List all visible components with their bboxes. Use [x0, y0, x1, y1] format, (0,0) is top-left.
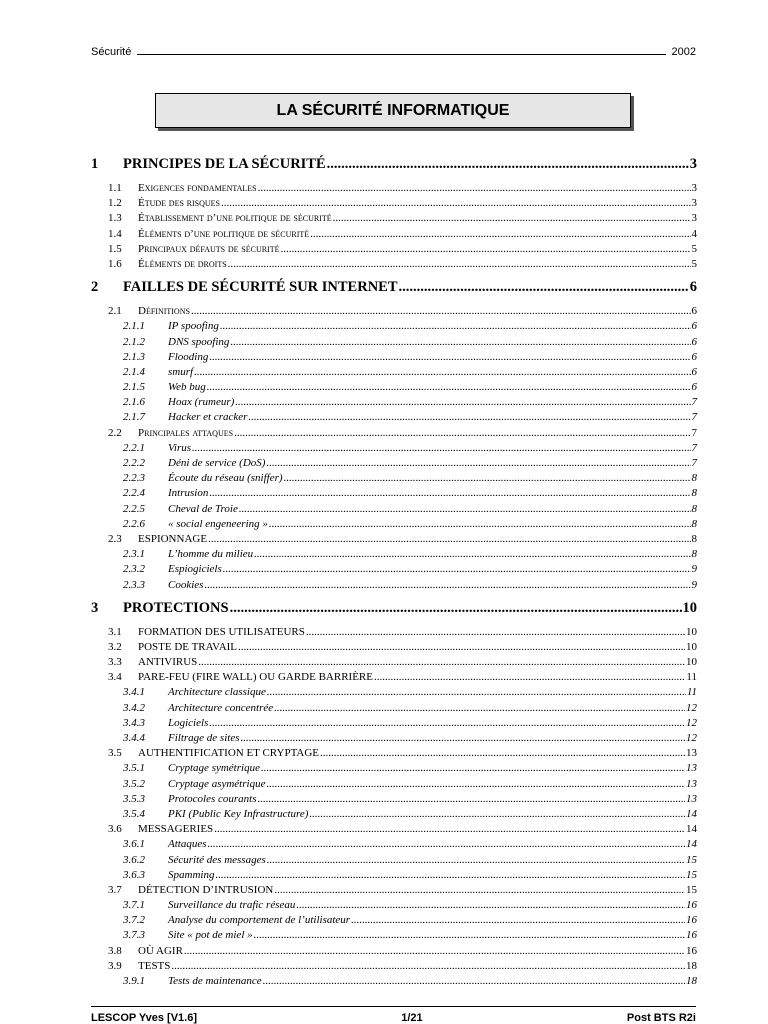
toc-entry-title: Site « pot de miel » — [168, 929, 253, 942]
toc-entry[interactable] — [91, 838, 697, 853]
toc-entry-title: Cheval de Troie — [168, 502, 238, 515]
toc-entry[interactable] — [91, 182, 697, 197]
toc-entry-number: 3.7 — [108, 883, 122, 896]
toc-entry-page: 9 — [691, 578, 697, 591]
toc-entry-number: 3.9 — [108, 959, 122, 972]
toc-entry-page: 10 — [682, 599, 697, 616]
toc-entry-page: 8 — [691, 472, 697, 485]
toc-dot-leader — [198, 656, 685, 668]
toc-dot-leader — [320, 747, 685, 759]
toc-entry[interactable] — [91, 305, 697, 320]
toc-entry-title: Éléments de droits — [138, 257, 227, 270]
toc-dot-leader — [230, 336, 690, 348]
toc-entry-page: 12 — [686, 701, 697, 714]
toc-entry[interactable] — [91, 884, 697, 899]
toc-entry[interactable] — [91, 600, 697, 622]
toc-entry-page: 8 — [691, 487, 697, 500]
toc-entry[interactable] — [91, 929, 697, 944]
header-rule — [137, 54, 665, 55]
toc-entry-number: 2.1.6 — [123, 396, 145, 409]
toc-entry-title: Architecture classique — [168, 686, 266, 699]
toc-entry-title: « social engeneering » — [168, 517, 268, 530]
toc-entry-number: 1.2 — [108, 197, 122, 210]
toc-entry-number: 2.3.2 — [123, 563, 145, 576]
toc-entry-title: Écoute du réseau (sniffer) — [168, 472, 283, 485]
toc-entry-page: 10 — [686, 625, 697, 638]
toc-entry-page: 16 — [686, 929, 697, 942]
toc-entry-page: 7 — [691, 457, 697, 469]
toc-dot-leader — [221, 197, 690, 209]
toc-entry-title: PRINCIPES DE LA SÉCURITÉ — [123, 156, 326, 172]
toc-entry-title: PKI (Public Key Infrastructure) — [168, 807, 309, 820]
toc-entry-number: 3.5.2 — [123, 777, 145, 790]
toc-entry-page: 3 — [691, 197, 697, 210]
toc-dot-leader — [208, 533, 690, 545]
toc-dot-leader — [234, 427, 690, 439]
toc-entry[interactable] — [91, 472, 697, 487]
toc-entry-page: 10 — [686, 640, 697, 653]
toc-dot-leader — [223, 563, 691, 575]
toc-entry-page: 14 — [686, 807, 697, 820]
toc-entry-page: 8 — [691, 548, 697, 561]
toc-entry-title: Principaux défauts de sécurité — [138, 242, 280, 255]
toc-entry-page: 8 — [691, 502, 697, 515]
toc-entry[interactable] — [91, 686, 697, 701]
toc-entry-number: 3.4.4 — [123, 732, 145, 744]
toc-entry-page: 16 — [686, 914, 697, 927]
toc-dot-leader — [209, 717, 685, 729]
toc-dot-leader — [214, 823, 685, 835]
toc-entry[interactable] — [91, 258, 697, 273]
toc-entry[interactable] — [91, 533, 697, 548]
toc-entry-page: 5 — [691, 257, 697, 270]
toc-dot-leader — [209, 351, 690, 363]
toc-dot-leader — [228, 258, 691, 270]
toc-entry-title: Cookies — [168, 578, 204, 591]
toc-entry-number: 2.1.2 — [123, 335, 145, 348]
toc-entry-title: PROTECTIONS — [123, 599, 229, 616]
toc-dot-leader — [258, 793, 686, 805]
toc-entry-number: 3.7.3 — [123, 929, 145, 942]
toc-entry-number: 1.6 — [108, 257, 122, 270]
toc-dot-leader — [374, 671, 685, 683]
toc-entry-number: 1.3 — [108, 212, 122, 225]
toc-entry-number: 3.6 — [108, 823, 122, 836]
toc-entry-title: Établissement d’une politique de sécurité — [138, 212, 332, 225]
toc-entry-title: Cryptage symétrique — [168, 762, 260, 775]
toc-entry-title: Principales attaques — [138, 426, 234, 439]
toc-entry-title: Analyse du comportement de l’utilisateur — [168, 914, 351, 927]
toc-entry[interactable] — [91, 747, 697, 762]
toc-dot-leader — [184, 945, 685, 957]
toc-entry-title: IP spoofing — [168, 320, 219, 333]
toc-dot-leader — [351, 914, 685, 926]
toc-entry-number: 3.5.3 — [123, 792, 145, 805]
toc-entry-page: 18 — [686, 959, 697, 972]
toc-entry-page: 11 — [686, 686, 697, 699]
toc-entry-page: 7 — [691, 411, 697, 424]
toc-entry-page: 8 — [691, 532, 697, 545]
toc-entry-page: 6 — [691, 381, 697, 394]
toc-dot-leader — [194, 366, 690, 378]
toc-entry-number: 1 — [91, 156, 99, 172]
toc-entry-title: ANTIVIRUS — [138, 656, 198, 669]
toc-entry-number: 2.3 — [108, 532, 122, 545]
toc-entry-title: Protocoles courants — [168, 792, 257, 805]
toc-dot-leader — [266, 457, 690, 469]
toc-entry-number: 1.4 — [108, 227, 122, 240]
toc-entry[interactable] — [91, 228, 697, 243]
toc-entry-number: 3.7.2 — [123, 914, 145, 927]
toc-entry[interactable] — [91, 442, 697, 457]
toc-entry-page: 6 — [691, 350, 697, 363]
toc-entry-page: 12 — [686, 732, 697, 744]
toc-dot-leader — [333, 212, 691, 224]
toc-entry-page: 6 — [691, 335, 697, 348]
toc-entry-title: DNS spoofing — [168, 335, 230, 348]
toc-entry[interactable] — [91, 671, 697, 686]
toc-entry[interactable] — [91, 563, 697, 578]
toc-entry-number: 2 — [91, 279, 99, 296]
toc-dot-leader — [399, 279, 689, 296]
toc-entry-page: 13 — [686, 792, 697, 805]
toc-entry-number: 3.5.1 — [123, 762, 145, 775]
toc-entry[interactable] — [91, 717, 697, 732]
toc-entry-title: DÉTECTION D’INTRUSION — [138, 883, 274, 896]
toc-entry-page: 3 — [691, 182, 697, 194]
toc-dot-leader — [281, 243, 691, 255]
toc-entry-page: 15 — [686, 868, 697, 881]
toc-entry-number: 3.6.2 — [123, 853, 145, 866]
toc-dot-leader — [239, 503, 691, 515]
toc-entry-title: Éléments d’une politique de sécurité — [138, 227, 310, 240]
toc-dot-leader — [230, 600, 682, 617]
toc-entry[interactable] — [91, 702, 697, 717]
toc-entry-number: 2.3.3 — [123, 578, 145, 591]
toc-dot-leader — [261, 762, 685, 774]
toc-entry[interactable] — [91, 243, 697, 258]
toc-entry-title: OÙ AGIR — [138, 944, 183, 957]
toc-entry-number: 3.5 — [108, 747, 122, 760]
toc-entry-page: 13 — [686, 777, 697, 790]
toc-entry[interactable] — [91, 320, 697, 335]
toc-entry-title: Surveillance du trafic réseau — [168, 899, 296, 912]
toc-entry-page: 14 — [686, 838, 697, 851]
toc-entry[interactable] — [91, 960, 697, 975]
toc-entry-title: TESTS — [138, 959, 171, 972]
toc-dot-leader — [274, 702, 685, 714]
toc-entry-number: 2.2.4 — [123, 487, 145, 500]
toc-entry[interactable] — [91, 778, 697, 793]
toc-entry-title: ESPIONNAGE — [138, 532, 208, 545]
toc-entry-number: 1.5 — [108, 242, 122, 255]
toc-entry[interactable] — [91, 945, 697, 960]
toc-entry-number: 3.9.1 — [123, 975, 145, 987]
toc-entry[interactable] — [91, 487, 697, 502]
toc-entry-page: 9 — [691, 563, 697, 576]
header-right: 2002 — [671, 46, 696, 58]
toc-dot-leader — [267, 686, 686, 698]
toc-entry[interactable] — [91, 762, 697, 777]
toc-entry[interactable] — [91, 641, 697, 656]
toc-entry-page: 7 — [691, 396, 697, 409]
page-footer — [91, 1006, 696, 1024]
toc-entry[interactable] — [91, 869, 697, 884]
table-of-contents — [91, 150, 697, 990]
toc-dot-leader — [241, 732, 686, 744]
toc-entry-title: Hacker et cracker — [168, 411, 248, 424]
toc-entry[interactable] — [91, 548, 697, 563]
toc-entry-title: Cryptage asymétrique — [168, 777, 266, 790]
toc-entry-page: 6 — [691, 320, 697, 333]
toc-entry[interactable] — [91, 503, 697, 518]
toc-entry-page: 8 — [691, 517, 697, 530]
toc-entry-title: Sécurité des messages — [168, 853, 266, 866]
toc-dot-leader — [266, 778, 685, 790]
toc-entry-title: MESSAGERIES — [138, 823, 214, 836]
toc-entry-title: FAILLES DE SÉCURITÉ SUR INTERNET — [123, 279, 398, 296]
toc-entry-page: 13 — [686, 762, 697, 775]
toc-entry-number: 3.2 — [108, 640, 122, 653]
toc-entry-page: 6 — [689, 279, 697, 296]
toc-entry[interactable] — [91, 279, 697, 301]
toc-dot-leader — [274, 884, 685, 896]
toc-entry-title: Attaques — [168, 838, 207, 851]
toc-dot-leader — [208, 838, 686, 850]
toc-entry-page: 15 — [686, 853, 697, 866]
toc-dot-leader — [254, 929, 685, 941]
toc-entry-number: 3.3 — [108, 656, 122, 669]
toc-entry-page: 7 — [691, 441, 697, 454]
toc-entry[interactable] — [91, 427, 697, 442]
toc-entry-number: 3.6.3 — [123, 868, 145, 881]
toc-entry[interactable] — [91, 732, 697, 747]
toc-entry-number: 3.6.1 — [123, 838, 145, 851]
toc-entry-number: 3 — [91, 599, 99, 616]
page-header — [91, 46, 696, 58]
toc-dot-leader — [248, 411, 690, 423]
toc-entry-number: 2.2.1 — [123, 441, 145, 454]
toc-dot-leader — [267, 854, 685, 866]
toc-entry[interactable] — [91, 808, 697, 823]
toc-dot-leader — [209, 487, 690, 499]
toc-entry-title: Architecture concentrée — [168, 701, 274, 714]
toc-entry-page: 3 — [691, 212, 697, 225]
toc-dot-leader — [192, 442, 690, 454]
toc-dot-leader — [296, 899, 685, 911]
toc-entry[interactable] — [91, 854, 697, 869]
toc-entry-number: 2.2.5 — [123, 502, 145, 515]
toc-entry[interactable] — [91, 823, 697, 838]
toc-dot-leader — [235, 396, 690, 408]
toc-entry-page: 16 — [686, 899, 697, 912]
toc-entry-title: L’homme du milieu — [168, 548, 254, 561]
document-title — [155, 93, 631, 128]
toc-entry[interactable] — [91, 411, 697, 426]
toc-entry[interactable] — [91, 579, 697, 594]
toc-entry-title: PARE-FEU (FIRE WALL) OU GARDE BARRIÈRE — [138, 671, 373, 684]
toc-dot-leader — [220, 320, 691, 332]
toc-entry-title: Spamming — [168, 868, 215, 881]
toc-dot-leader — [309, 808, 685, 820]
toc-entry-page: 16 — [686, 944, 697, 957]
toc-entry-number: 3.4 — [108, 671, 122, 684]
toc-entry-page: 7 — [691, 426, 697, 439]
toc-dot-leader — [215, 869, 685, 881]
footer-page-number: 1/21 — [401, 1012, 423, 1024]
toc-dot-leader — [204, 579, 690, 591]
toc-entry-title: Définitions — [138, 305, 190, 318]
toc-entry-title: AUTHENTIFICATION ET CRYPTAGE — [138, 747, 320, 760]
toc-entry-number: 3.8 — [108, 944, 122, 957]
toc-entry-number: 2.1 — [108, 305, 122, 318]
toc-entry-page: 10 — [686, 656, 697, 669]
toc-entry-title: Web bug — [168, 381, 206, 394]
toc-entry[interactable] — [91, 656, 697, 671]
toc-entry-title: Virus — [168, 441, 192, 454]
toc-entry-number: 1.1 — [108, 182, 122, 194]
toc-entry-title: Intrusion — [168, 487, 209, 500]
toc-entry[interactable] — [91, 212, 697, 227]
toc-entry-number: 2.2.2 — [123, 457, 145, 469]
toc-entry-page: 18 — [686, 975, 697, 987]
toc-entry-page: 13 — [686, 747, 697, 760]
toc-entry-page: 3 — [689, 156, 697, 172]
toc-entry[interactable] — [91, 626, 697, 641]
toc-entry-number: 2.1.4 — [123, 365, 145, 378]
footer-author: LESCOP Yves [V1.6] — [91, 1012, 197, 1024]
toc-entry-number: 2.2.6 — [123, 517, 145, 530]
toc-dot-leader — [171, 960, 685, 972]
toc-entry-page: 6 — [691, 365, 697, 378]
toc-dot-leader — [306, 626, 685, 638]
toc-dot-leader — [327, 156, 689, 173]
toc-entry-title: Hoax (rumeur) — [168, 396, 235, 409]
toc-entry-title: Étude des risques — [138, 197, 221, 210]
document-title-text: LA SÉCURITÉ INFORMATIQUE — [276, 101, 510, 119]
toc-entry[interactable] — [91, 396, 697, 411]
toc-entry[interactable] — [91, 975, 697, 990]
toc-entry-number: 3.4.2 — [123, 701, 145, 714]
toc-entry-title: FORMATION DES UTILISATEURS — [138, 625, 305, 638]
header-left: Sécurité — [91, 46, 132, 58]
toc-entry-page: 15 — [686, 883, 697, 896]
toc-entry-number: 2.1.7 — [123, 411, 145, 424]
toc-entry-title: Exigences fondamentales — [138, 182, 257, 194]
toc-dot-leader — [254, 548, 690, 560]
toc-dot-leader — [258, 182, 691, 194]
toc-entry[interactable] — [91, 899, 697, 914]
toc-entry-title: Tests de maintenance — [168, 975, 262, 987]
toc-entry-title: smurf — [168, 365, 194, 378]
toc-entry[interactable] — [91, 457, 697, 472]
toc-entry-page: 11 — [686, 671, 697, 684]
toc-entry-page: 12 — [686, 716, 697, 729]
toc-entry[interactable] — [91, 197, 697, 212]
toc-entry-number: 3.4.1 — [123, 686, 145, 699]
toc-entry[interactable] — [91, 156, 697, 178]
toc-entry[interactable] — [91, 336, 697, 351]
toc-dot-leader — [310, 228, 690, 240]
toc-dot-leader — [284, 472, 691, 484]
footer-course: Post BTS R2i — [626, 1012, 696, 1024]
toc-entry-page: 6 — [691, 305, 697, 318]
toc-entry-number: 2.1.1 — [123, 320, 145, 333]
toc-entry[interactable] — [91, 366, 697, 381]
toc-entry-title: POSTE DE TRAVAIL — [138, 640, 238, 653]
toc-dot-leader — [238, 641, 685, 653]
toc-entry-number: 3.7.1 — [123, 899, 145, 912]
toc-entry-title: Filtrage de sites — [168, 732, 240, 744]
toc-dot-leader — [191, 305, 691, 317]
toc-entry-page: 5 — [691, 242, 697, 255]
toc-entry[interactable] — [91, 351, 697, 366]
toc-entry[interactable] — [91, 914, 697, 929]
toc-entry-title: Flooding — [168, 350, 209, 363]
toc-dot-leader — [269, 518, 691, 530]
toc-entry[interactable] — [91, 381, 697, 396]
toc-entry-page: 14 — [686, 823, 697, 836]
toc-entry-number: 3.1 — [108, 625, 122, 638]
toc-entry[interactable] — [91, 793, 697, 808]
toc-entry-number: 2.3.1 — [123, 548, 145, 561]
toc-entry-number: 3.5.4 — [123, 807, 145, 820]
toc-entry-number: 2.2.3 — [123, 472, 145, 485]
toc-entry-number: 3.4.3 — [123, 716, 145, 729]
toc-entry-number: 2.1.5 — [123, 381, 145, 394]
toc-dot-leader — [263, 975, 685, 987]
toc-entry-title: Espiogiciels — [168, 563, 222, 576]
toc-entry-number: 2.1.3 — [123, 350, 145, 363]
toc-entry-title: Logiciels — [168, 716, 209, 729]
toc-entry[interactable] — [91, 518, 697, 533]
toc-entry-title: Déni de service (DoS) — [168, 457, 266, 469]
toc-dot-leader — [207, 381, 691, 393]
toc-entry-number: 2.2 — [108, 426, 122, 439]
toc-entry-page: 4 — [691, 227, 697, 240]
